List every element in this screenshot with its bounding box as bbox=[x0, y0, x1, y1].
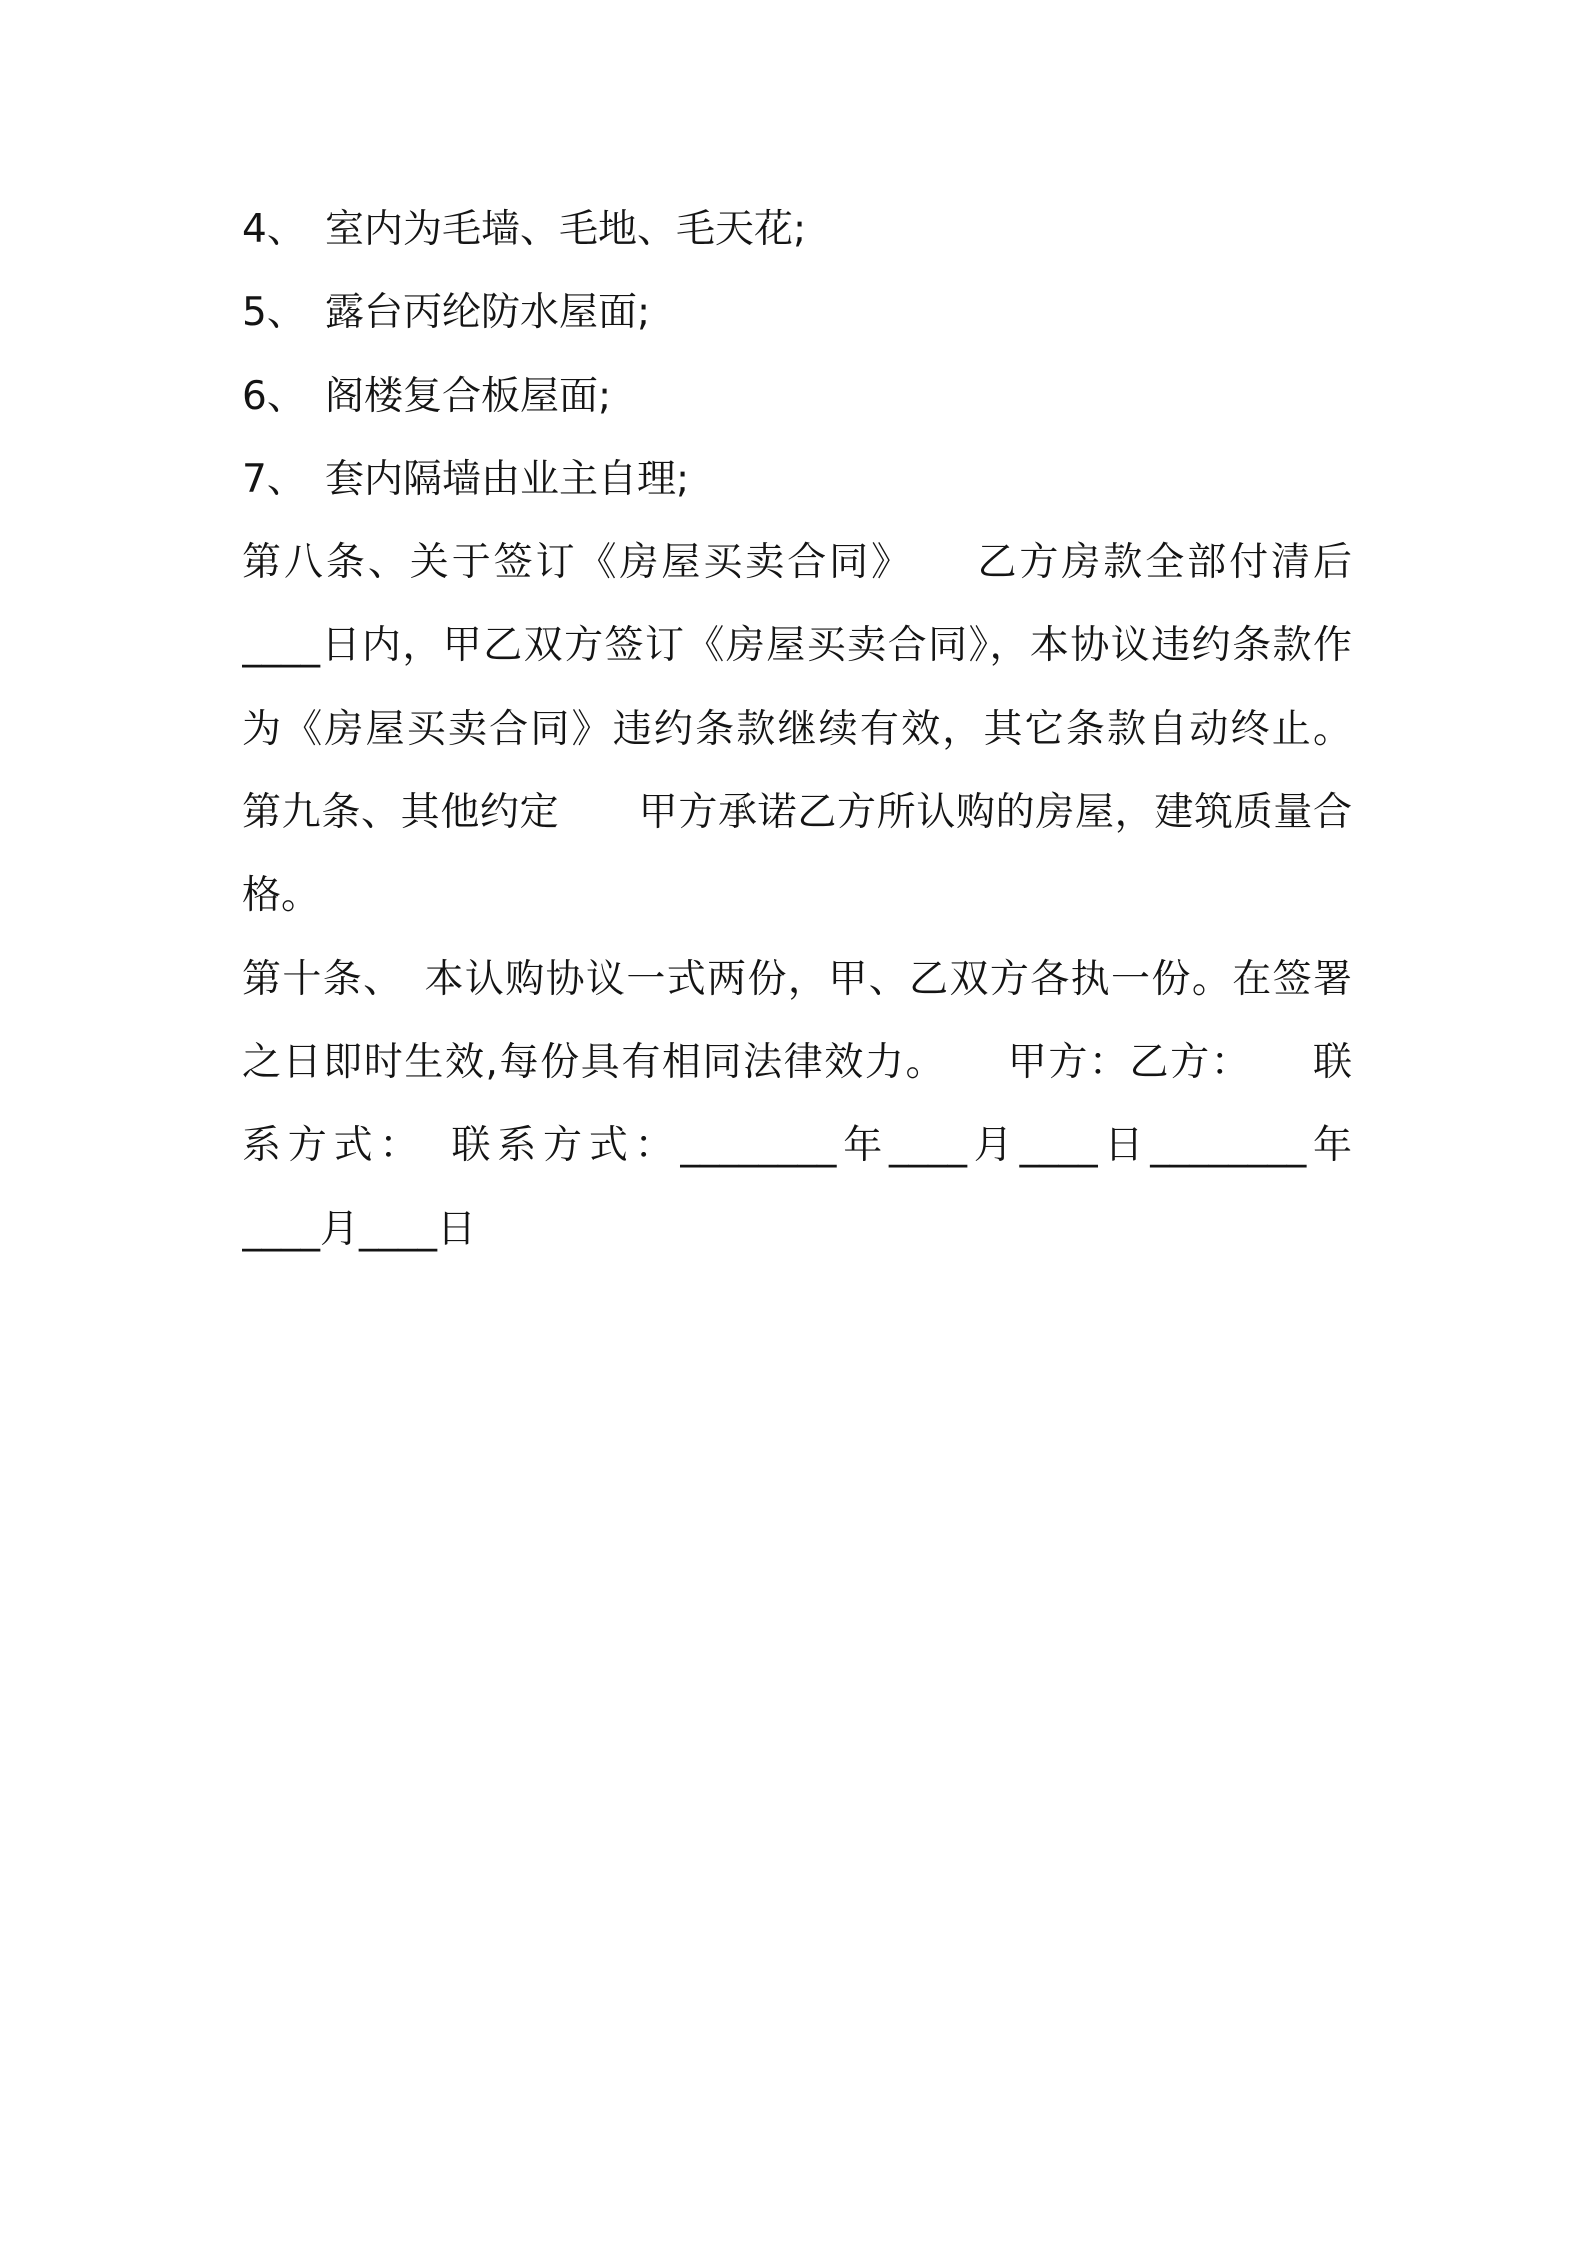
article-9-line-1: 第九条、其他约定 甲方承诺乙方所认购的房屋，建筑质量合 bbox=[242, 790, 1352, 836]
article-8-line-2: ____日内，甲乙双方签订《房屋买卖合同》，本协议违约条款作 bbox=[242, 623, 1352, 669]
list-text: 室内为毛墙、毛地、毛天花; bbox=[325, 207, 807, 252]
article-10-line-4: ____月____日 bbox=[242, 1206, 477, 1252]
list-item-6 bbox=[242, 355, 1352, 438]
list-item-4 bbox=[242, 188, 1352, 271]
article-8-paragraph bbox=[242, 521, 1352, 771]
article-9-line-2: 格。 bbox=[242, 873, 321, 919]
list-number: 4、 bbox=[242, 207, 306, 252]
list-text: 阁楼复合板屋面; bbox=[325, 373, 612, 419]
article-9-paragraph bbox=[242, 771, 1352, 938]
list-text: 套内隔墙由业主自理; bbox=[325, 456, 690, 502]
article-10-line-2: 之日即时生效,每份具有相同法律效力。 甲方：乙方： 联 bbox=[242, 1039, 1352, 1085]
list-text: 露台丙纶防水屋面; bbox=[325, 290, 651, 336]
document-body bbox=[242, 188, 1352, 1271]
list-item-5 bbox=[242, 271, 1352, 354]
list-number: 5、 bbox=[242, 290, 306, 336]
list-number: 6、 bbox=[242, 373, 306, 419]
article-10-paragraph bbox=[242, 938, 1352, 1271]
list-item-7 bbox=[242, 438, 1352, 521]
article-8-line-3: 为《房屋买卖合同》违约条款继续有效，其它条款自动终止。 bbox=[242, 706, 1352, 752]
article-10-line-3: 系方式： 联系方式：________年____月____日________年 bbox=[242, 1123, 1352, 1169]
list-number: 7、 bbox=[242, 456, 306, 502]
article-10-line-1: 第十条、 本认购协议一式两份，甲、乙双方各执一份。在签署 bbox=[242, 956, 1352, 1002]
article-8-line-1: 第八条、关于签订《房屋买卖合同》 乙方房款全部付清后 bbox=[242, 540, 1352, 586]
